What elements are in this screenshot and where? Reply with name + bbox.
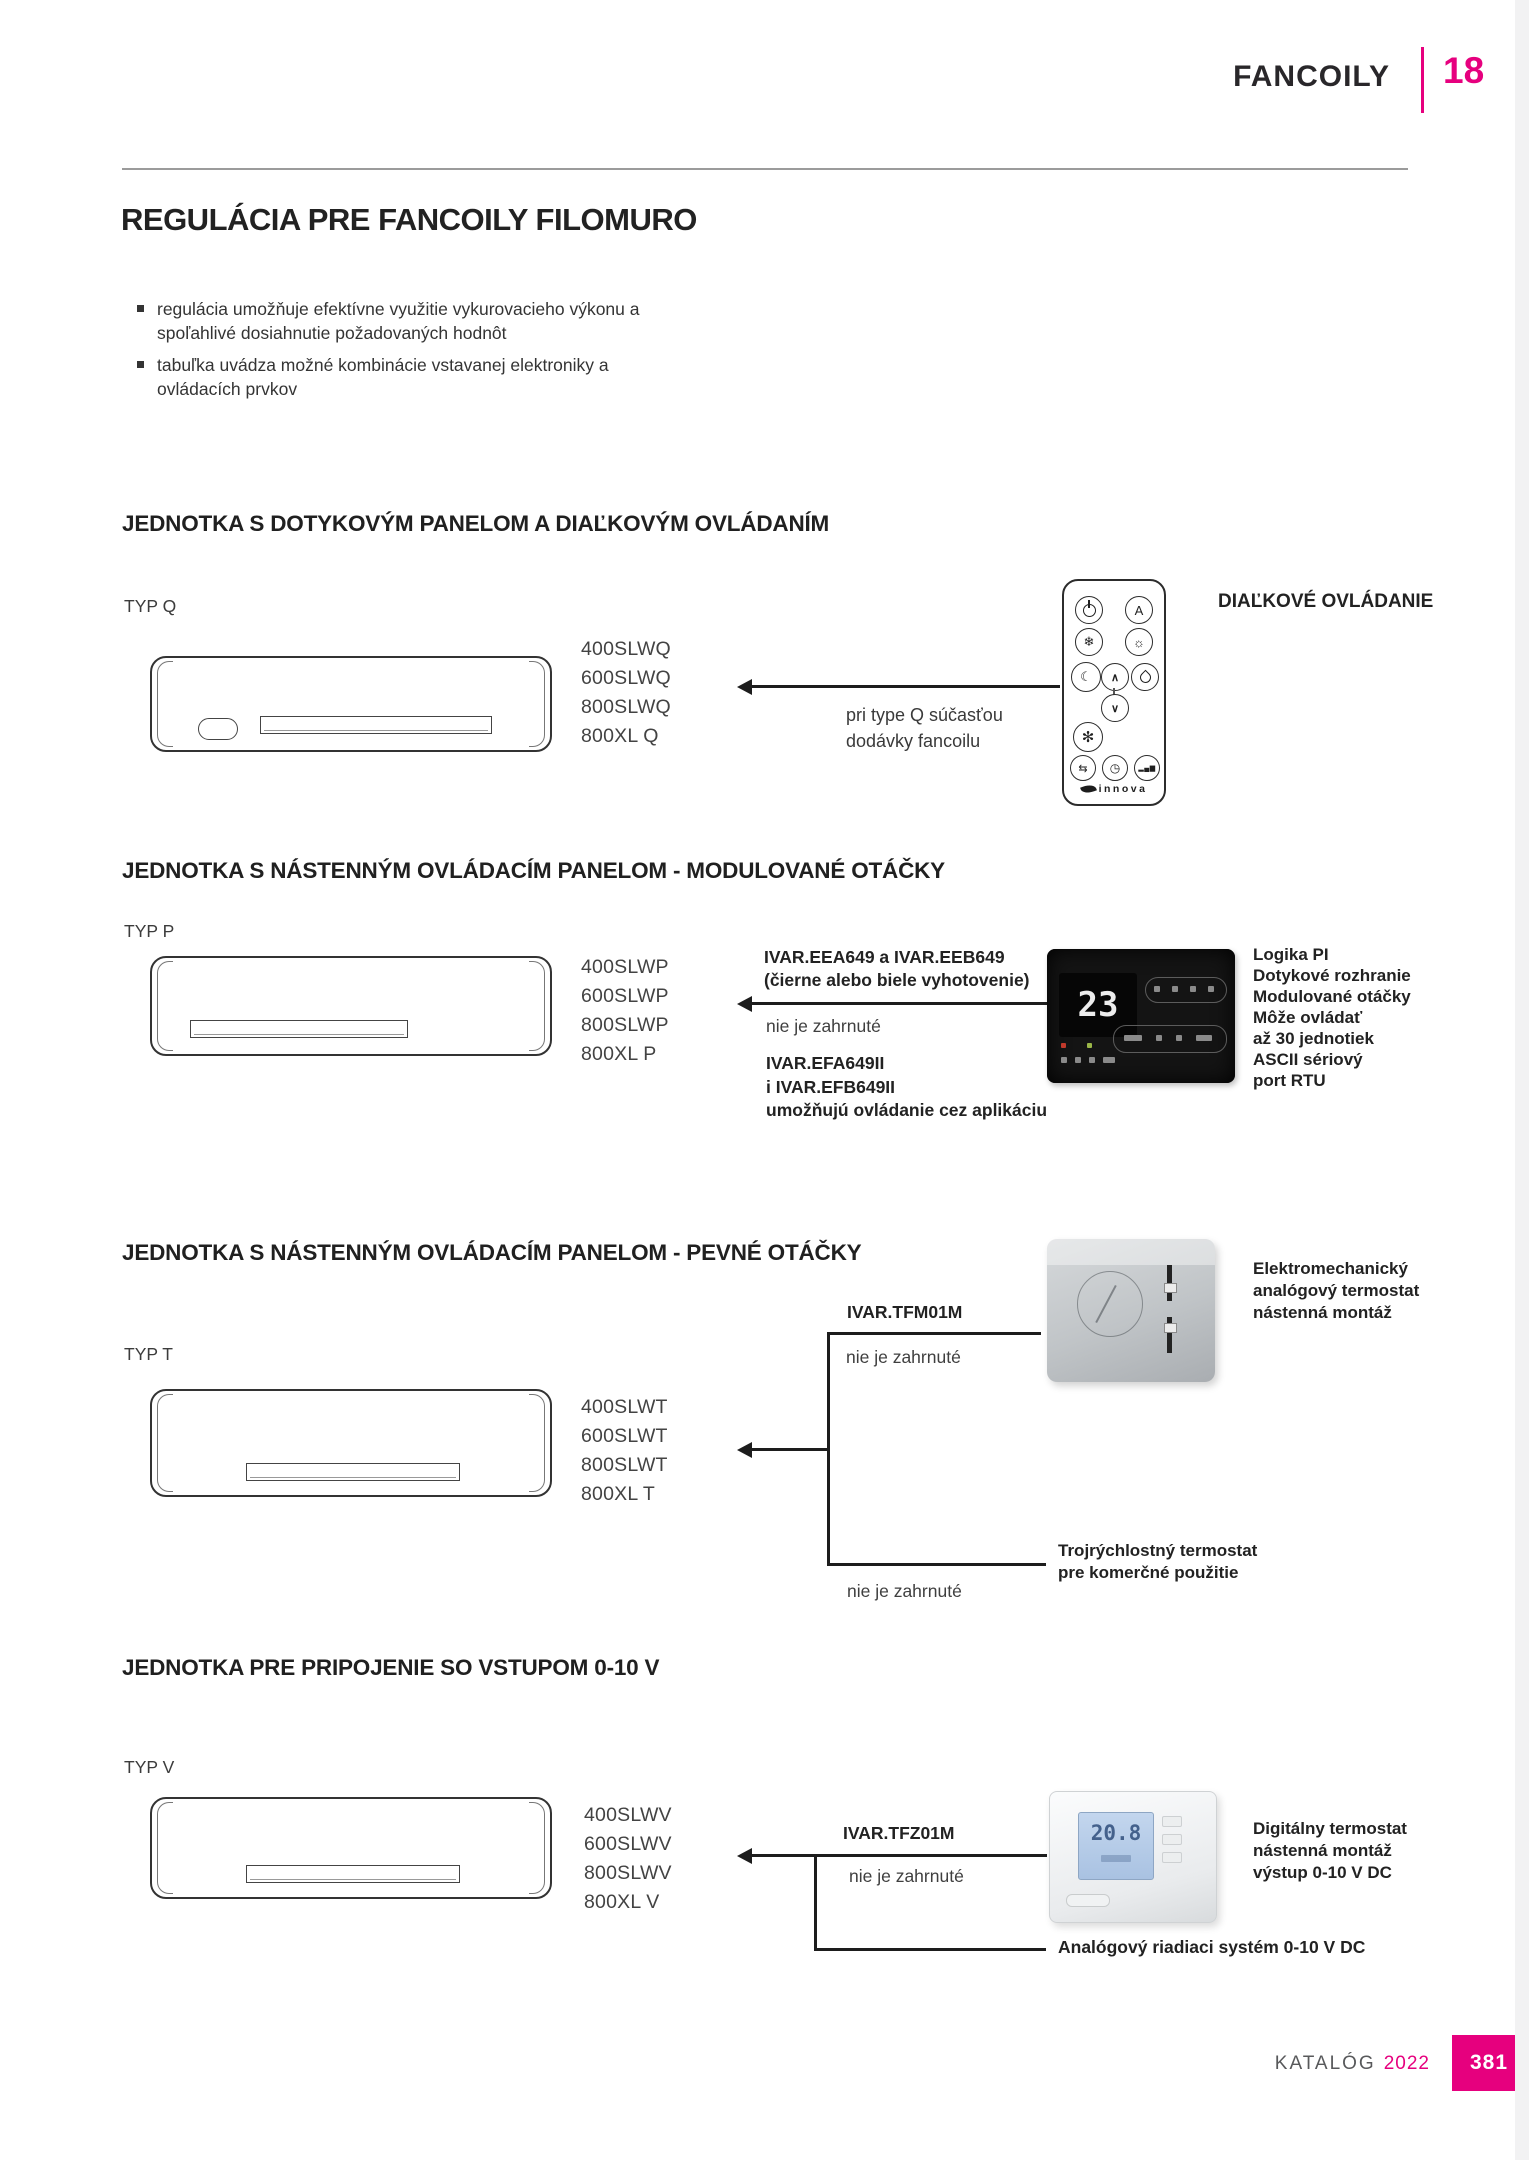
unit-air-outlet <box>190 1020 408 1038</box>
status-led-red <box>1061 1043 1066 1048</box>
model-item: 800XL T <box>581 1483 656 1505</box>
page-title: REGULÁCIA PRE FANCOILY FILOMURO <box>121 201 697 237</box>
model-item: 400SLWV <box>584 1804 672 1826</box>
bracket-line-bottom-v <box>814 1948 1046 1951</box>
bracket-line-vertical-v <box>814 1854 817 1951</box>
analog-thermostat-image <box>1047 1239 1215 1382</box>
timer-button <box>1102 755 1128 781</box>
catalog-label: KATALÓG <box>1274 2053 1376 2074</box>
thermostat-button <box>1162 1852 1182 1863</box>
lcd-temperature: 20.8 <box>1090 1821 1142 1845</box>
model-item: 600SLWP <box>581 985 669 1007</box>
model-item: 800XL P <box>581 1043 657 1065</box>
model-item: 400SLWQ <box>581 638 671 660</box>
panel-button-group-bottom <box>1113 1025 1227 1053</box>
not-included-note-p: nie je zahrnuté <box>766 1016 881 1036</box>
heat-button <box>1125 628 1153 656</box>
model-item: 800SLWQ <box>581 696 671 718</box>
panel-temperature: 23 <box>1077 985 1119 1025</box>
analog-thermostat-desc: Elektromechanický analógový termostat nástenná montáž <box>1253 1259 1420 1322</box>
type-label-q: TYP Q <box>124 596 177 616</box>
fancoil-unit-drawing-p <box>150 956 552 1056</box>
chevron-up-icon: ∧ <box>1110 671 1120 684</box>
section-heading-q: JEDNOTKA S DOTYKOVÝM PANELOM A DIAĽKOVÝM OVLÁDANÍM <box>122 511 830 536</box>
unit-end-cap <box>157 1394 173 1492</box>
arrow-line-v <box>751 1854 1047 1857</box>
fancoil-unit-drawing-t <box>150 1389 552 1497</box>
timer-icon: ◷ <box>1109 761 1121 775</box>
snowflake-icon: ❄ <box>1083 634 1095 649</box>
model-item: 400SLWP <box>581 956 669 978</box>
panel-button <box>1124 1035 1142 1041</box>
analog-system-note: Analógový riadiaci systém 0-10 V DC <box>1058 1937 1366 1957</box>
leaf-icon <box>1080 782 1097 795</box>
thermostat-dial <box>1077 1271 1143 1337</box>
footer-catalog <box>1130 2053 1430 2075</box>
unit-end-cap <box>529 661 545 747</box>
fancoil-unit-drawing-v <box>150 1797 552 1899</box>
page-edge-shading <box>1515 0 1529 2160</box>
arrow-line-q <box>751 685 1060 688</box>
unit-end-cap <box>529 961 545 1051</box>
panel-button-group-top <box>1145 977 1227 1003</box>
digital-thermostat-desc: Digitálny termostat nástenná montáž výstup 0-10 V DC <box>1253 1819 1407 1882</box>
model-item: 800XL Q <box>581 725 659 747</box>
panel-button <box>1196 1035 1212 1041</box>
remote-control <box>1062 579 1166 806</box>
model-item: 400SLWT <box>581 1396 668 1418</box>
power-icon <box>1083 604 1096 617</box>
model-item: 600SLWQ <box>581 667 671 689</box>
temp-down-button <box>1101 694 1129 722</box>
title-rule <box>122 168 1408 170</box>
lcd-secondary-segment <box>1101 1855 1131 1862</box>
thermostat-lcd <box>1078 1812 1154 1880</box>
arrow-head-q <box>737 679 752 695</box>
model-item: 600SLWV <box>584 1833 672 1855</box>
droplet-icon <box>1137 669 1153 685</box>
night-button <box>1071 662 1101 692</box>
arrow-head-v <box>737 1848 752 1864</box>
accessory-code-v: IVAR.TFZ01M <box>843 1823 955 1843</box>
type-label-p: TYP P <box>124 921 175 941</box>
bullet-item: regulácia umožňuje efektívne využitie vykurovacieho výkonu a spoľahlivé dosiahnutie požadovaných hodnôt <box>137 297 657 345</box>
remote-label: DIAĽKOVÉ OVLÁDANIE <box>1218 591 1434 612</box>
unit-air-outlet <box>246 1463 460 1481</box>
bracket-line-bottom-t <box>827 1563 1046 1566</box>
model-list-v <box>584 1804 672 1920</box>
arrow-head-p <box>737 996 752 1012</box>
not-included-note-v: nie je zahrnuté <box>849 1866 964 1886</box>
arrow-note-q: pri type Q súčasťou dodávky fancoilu <box>846 705 1003 751</box>
panel-button <box>1154 986 1160 992</box>
arrow-line-t <box>751 1448 830 1451</box>
fan-speed-icon: ▂▄▆ <box>1138 765 1156 772</box>
section-heading-t: JEDNOTKA S NÁSTENNÝM OVLÁDACÍM PANELOM - PEVNÉ OTÁČKY <box>122 1240 862 1265</box>
model-item: 800XL V <box>584 1891 660 1913</box>
unit-end-cap <box>529 1394 545 1492</box>
not-included-note-t-top: nie je zahrnuté <box>846 1347 961 1367</box>
intro-bullet-list <box>137 297 657 409</box>
not-included-note-t-bottom: nie je zahrnuté <box>847 1581 962 1601</box>
sun-icon: ☼ <box>1133 634 1145 650</box>
panel-button <box>1172 986 1178 992</box>
fan-button <box>1073 722 1103 752</box>
panel-indicator <box>1103 1057 1115 1063</box>
thermostat-button <box>1162 1834 1182 1845</box>
section-heading-v: JEDNOTKA PRE PRIPOJENIE SO VSTUPOM 0-10 V <box>122 1655 660 1680</box>
thermostat-button <box>1162 1816 1182 1827</box>
moon-icon: ☾ <box>1080 669 1092 684</box>
unit-end-cap <box>157 661 173 747</box>
panel-feature-list: Logika PI Dotykové rozhranie Modulované otáčky Môže ovládať až 30 jednotiek ASCII sériový port RTU <box>1253 945 1411 1090</box>
status-led-green <box>1087 1043 1092 1048</box>
bracket-line-top-t <box>827 1332 1041 1335</box>
thermostat-slider-knob <box>1164 1283 1177 1293</box>
unit-end-cap <box>157 961 173 1051</box>
accessory-code-t: IVAR.TFM01M <box>847 1302 963 1322</box>
chevron-down-icon: ∨ <box>1110 702 1120 715</box>
brand-name: innova <box>1098 782 1148 795</box>
panel-button <box>1156 1035 1162 1041</box>
fancoil-unit-drawing-q <box>150 656 552 752</box>
swing-icon: ⇆ <box>1078 762 1088 775</box>
digital-thermostat-image <box>1049 1791 1217 1923</box>
panel-indicator <box>1061 1057 1067 1063</box>
unit-end-cap <box>157 1802 173 1894</box>
unit-air-outlet <box>246 1865 460 1883</box>
swing-button <box>1070 755 1096 781</box>
panel-indicator <box>1075 1057 1081 1063</box>
touch-panel-image <box>1047 949 1235 1083</box>
thermostat-top-face <box>1047 1239 1215 1265</box>
model-item: 600SLWT <box>581 1425 668 1447</box>
unit-air-outlet <box>260 716 492 734</box>
section-heading-p: JEDNOTKA S NÁSTENNÝM OVLÁDACÍM PANELOM - MODULOVANÉ OTÁČKY <box>122 858 945 883</box>
fan-speed-button <box>1134 755 1160 781</box>
thermostat-slider <box>1066 1894 1110 1907</box>
brand-logo <box>1064 780 1164 798</box>
arrow-line-p <box>751 1002 1047 1005</box>
panel-button <box>1208 986 1214 992</box>
page-header-section: FANCOILY <box>1233 60 1390 93</box>
panel-codes-p: IVAR.EEA649 a IVAR.EEB649 (čierne alebo biele vyhotovenie) <box>764 947 1030 990</box>
unit-end-cap <box>529 1802 545 1894</box>
type-label-t: TYP T <box>124 1344 173 1364</box>
power-button <box>1075 596 1103 624</box>
page-number-badge: 381 <box>1452 2035 1526 2091</box>
arrow-head-t <box>737 1442 752 1458</box>
panel-button <box>1176 1035 1182 1041</box>
auto-icon: A <box>1134 602 1144 618</box>
model-item: 800SLWT <box>581 1454 668 1476</box>
panel-button <box>1190 986 1196 992</box>
chapter-number: 18 <box>1443 50 1485 91</box>
type-label-v: TYP V <box>124 1757 175 1777</box>
dehumidify-button <box>1131 663 1159 691</box>
model-item: 800SLWP <box>581 1014 669 1036</box>
thermostat-slider-knob <box>1164 1323 1177 1333</box>
model-list-q <box>581 638 671 754</box>
commercial-thermostat-desc: Trojrýchlostný termostat pre komerčné použitie <box>1058 1541 1258 1582</box>
model-item: 800SLWV <box>584 1862 672 1884</box>
panel-indicator <box>1089 1057 1095 1063</box>
bullet-item: tabuľka uvádza možné kombinácie vstavanej elektroniky a ovládacích prvkov <box>137 353 657 401</box>
app-codes-p: IVAR.EFA649II i IVAR.EFB649II umožňujú ovládanie cez aplikáciu <box>766 1053 1048 1120</box>
temp-up-button <box>1101 663 1129 691</box>
model-list-p <box>581 956 669 1072</box>
model-list-t <box>581 1396 668 1512</box>
header-divider <box>1421 47 1424 113</box>
fan-icon: ✻ <box>1081 729 1095 746</box>
auto-button <box>1125 596 1153 624</box>
unit-touch-panel <box>198 718 238 740</box>
catalog-year: 2022 <box>1383 2053 1430 2074</box>
cool-button <box>1075 628 1103 656</box>
